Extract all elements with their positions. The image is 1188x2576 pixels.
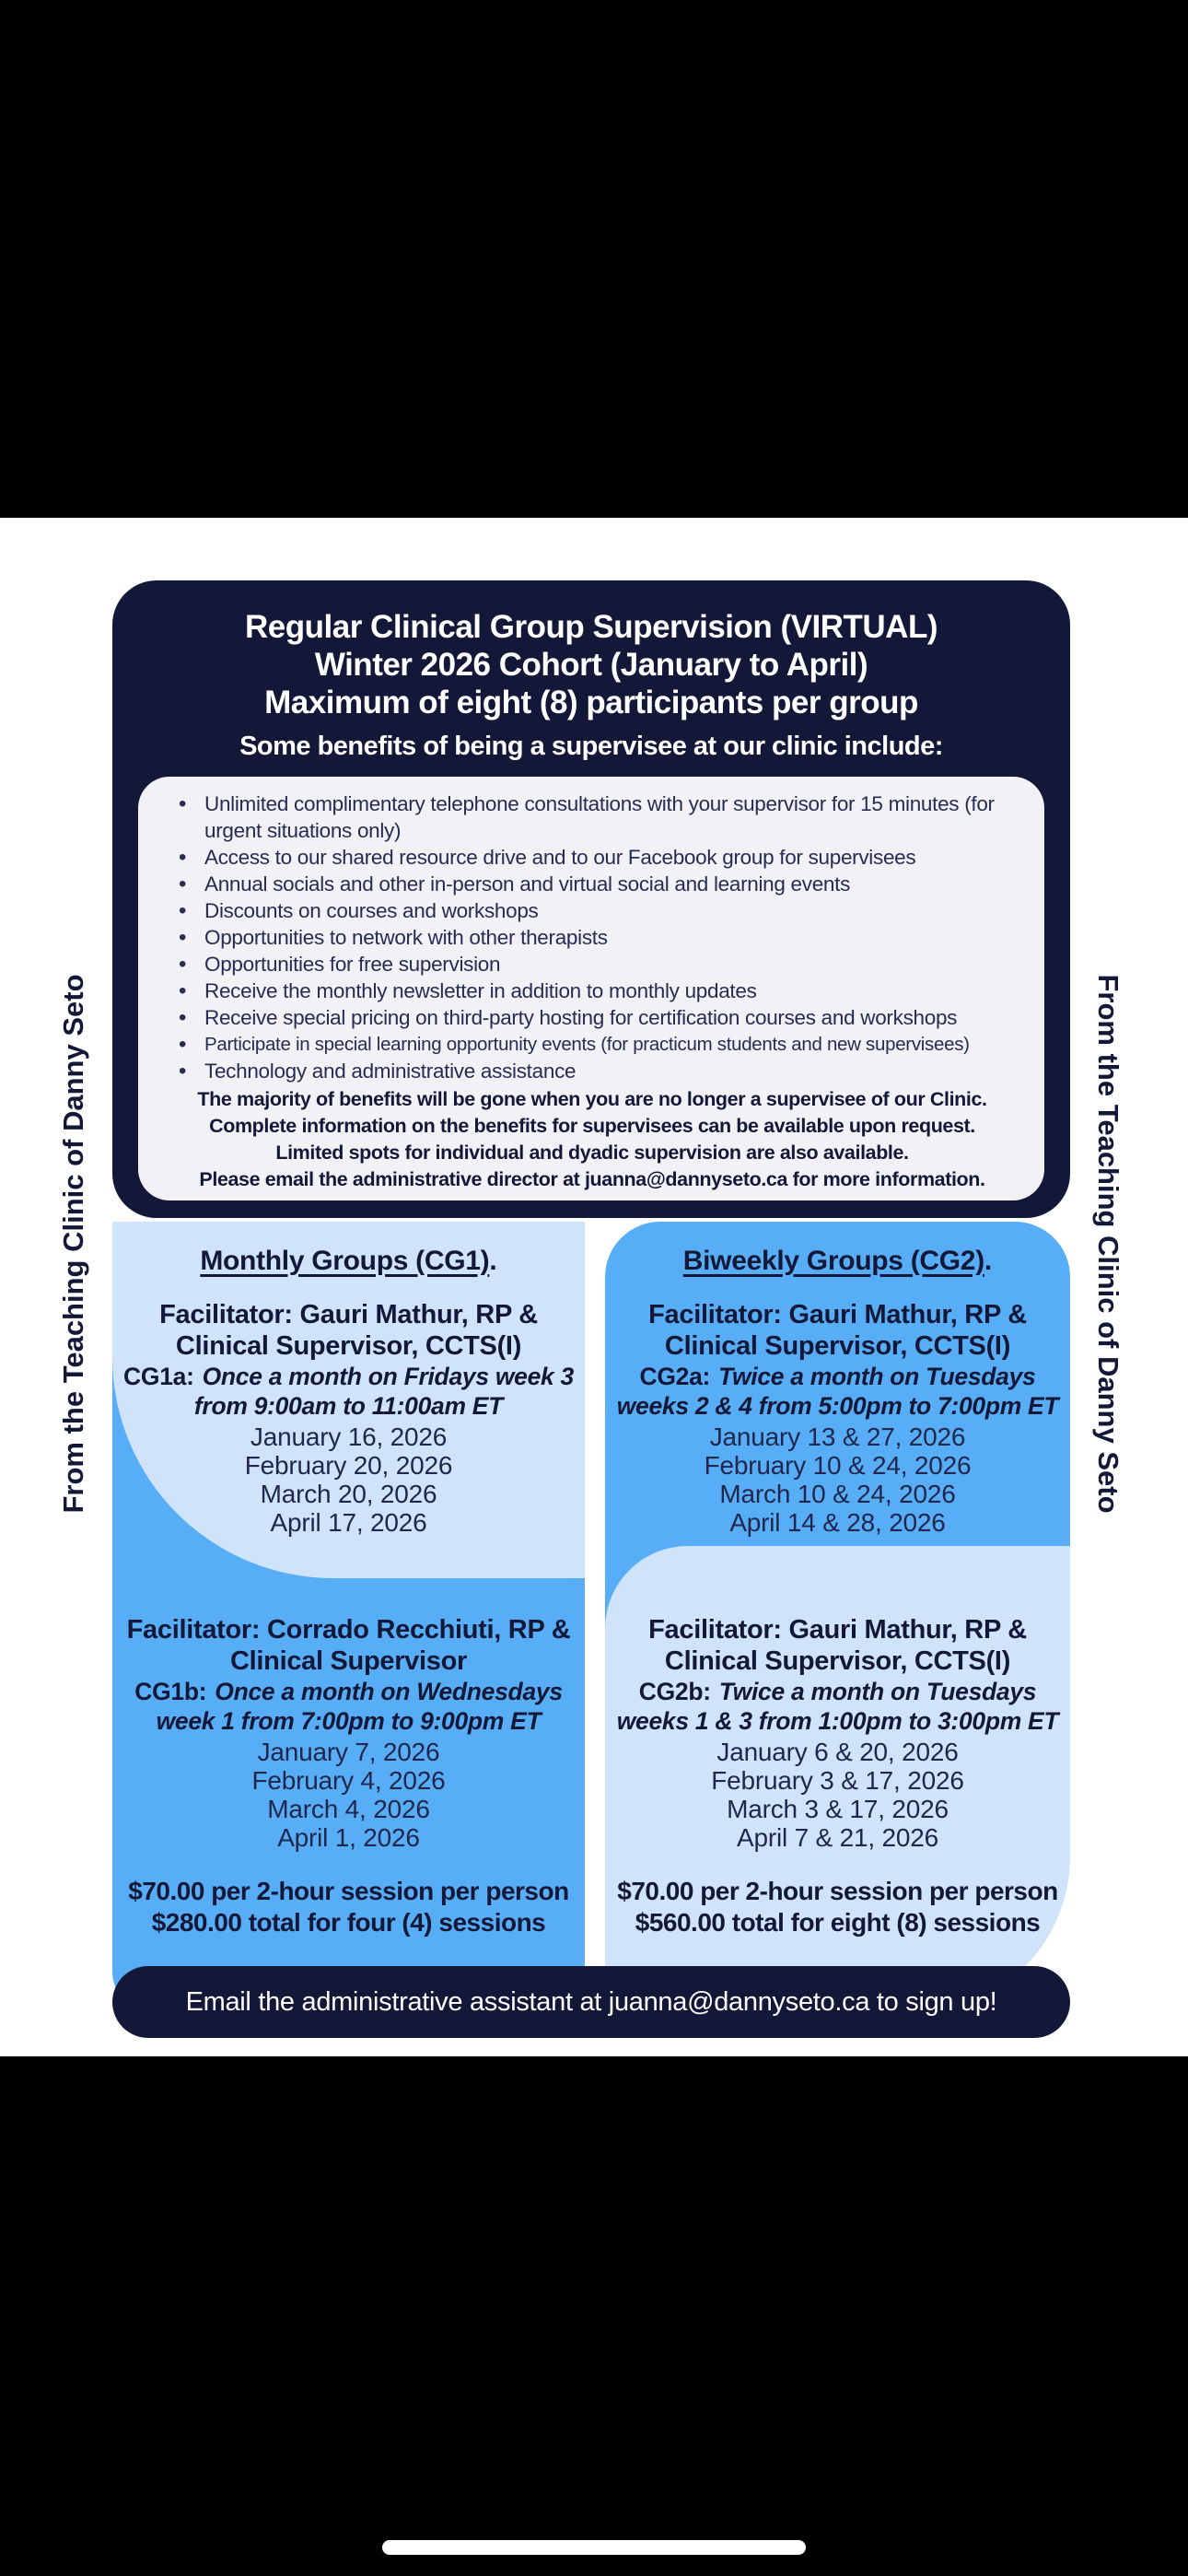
session-dates bbox=[118, 1423, 579, 1537]
signup-banner bbox=[112, 1966, 1070, 2038]
pricing-line: $560.00 total for eight (8) sessions bbox=[635, 1908, 1041, 1937]
benefit-note: The majority of benefits will be gone when you are no longer a supervisee of our Clinic. bbox=[197, 1088, 987, 1110]
benefit-item: • Opportunities to network with other therapists bbox=[166, 924, 1019, 951]
facilitator-line: Clinical Supervisor, CCTS(I) bbox=[175, 1331, 522, 1361]
benefit-note: Limited spots for individual and dyadic supervision are also available. bbox=[275, 1142, 909, 1164]
session-date: April 17, 2026 bbox=[270, 1508, 427, 1537]
session-code: CG1a: bbox=[123, 1363, 194, 1390]
session-date: March 4, 2026 bbox=[267, 1795, 430, 1823]
session-code: CG2b: bbox=[638, 1678, 711, 1705]
benefits-subtitle: Some benefits of being a supervisee at our clinic include: bbox=[239, 732, 943, 761]
flyer-title bbox=[112, 580, 1070, 721]
facilitator-line: Facilitator: Gauri Mathur, RP & bbox=[648, 1300, 1027, 1329]
session-schedule-text: Twice a month on Tuesdays weeks 1 & 3 from 1:00pm to 3:00pm ET bbox=[616, 1678, 1059, 1735]
home-indicator[interactable] bbox=[382, 2540, 806, 2555]
facilitator-line: Clinical Supervisor, CCTS(I) bbox=[664, 1646, 1011, 1676]
pricing-line: $70.00 per 2-hour session per person bbox=[128, 1877, 569, 1905]
session-schedule bbox=[118, 1362, 579, 1421]
session-date: April 14 & 28, 2026 bbox=[729, 1508, 946, 1537]
benefit-item: • Annual socials and other in-person and virtual social and learning events bbox=[166, 871, 1019, 897]
session-date: January 7, 2026 bbox=[257, 1738, 440, 1766]
facilitator-line: Facilitator: Gauri Mathur, RP & bbox=[159, 1300, 538, 1329]
session-date: February 20, 2026 bbox=[244, 1451, 453, 1480]
signup-text: Email the administrative assistant at juanna@dannyseto.ca to sign up! bbox=[185, 1986, 997, 2017]
session-dates bbox=[116, 1738, 581, 1852]
monthly-groups-column bbox=[112, 1222, 585, 2013]
session-date: March 3 & 17, 2026 bbox=[727, 1795, 949, 1823]
header-card bbox=[112, 580, 1070, 1218]
benefits-box bbox=[138, 777, 1044, 1200]
session-date: February 3 & 17, 2026 bbox=[711, 1766, 964, 1795]
session-schedule-text: Once a month on Wednesdays week 1 from 7:00pm to 9:00pm ET bbox=[156, 1678, 563, 1735]
benefit-note: Complete information on the benefits for supervisees can be available upon request. bbox=[209, 1115, 975, 1137]
side-watermark-left: From the Teaching Clinic of Danny Seto bbox=[57, 974, 89, 1514]
pricing-line: $70.00 per 2-hour session per person bbox=[617, 1877, 1058, 1905]
session-code: CG2a: bbox=[639, 1363, 711, 1390]
session-dates bbox=[609, 1738, 1066, 1852]
session-code: CG1b: bbox=[134, 1678, 207, 1705]
session-date: February 10 & 24, 2026 bbox=[704, 1451, 972, 1480]
cg2a-session-card bbox=[611, 1244, 1065, 1537]
session-date: January 6 & 20, 2026 bbox=[716, 1738, 959, 1766]
facilitator-name bbox=[116, 1614, 581, 1677]
title-line-3: Maximum of eight (8) participants per group bbox=[264, 685, 918, 720]
benefit-item: • Receive special pricing on third-party hosting for certification courses and workshops bbox=[166, 1004, 1019, 1031]
cg2b-session-card bbox=[609, 1614, 1066, 1938]
benefit-item: • Discounts on courses and workshops bbox=[166, 897, 1019, 924]
session-pricing bbox=[116, 1876, 581, 1938]
session-schedule-text: Twice a month on Tuesdays weeks 2 & 4 from 5:00pm to 7:00pm ET bbox=[616, 1363, 1059, 1420]
session-schedule bbox=[116, 1677, 581, 1736]
facilitator-name bbox=[611, 1299, 1065, 1362]
title-line-2: Winter 2026 Cohort (January to April) bbox=[314, 647, 868, 683]
facilitator-line: Facilitator: Corrado Recchiuti, RP & bbox=[126, 1615, 571, 1645]
biweekly-groups-column bbox=[605, 1222, 1070, 2013]
session-date: March 10 & 24, 2026 bbox=[719, 1480, 956, 1508]
session-schedule bbox=[611, 1362, 1065, 1421]
benefit-item: • Unlimited complimentary telephone consultations with your supervisor for 15 minutes (for urgent situations only) bbox=[166, 790, 1019, 844]
cg1b-session-card bbox=[116, 1614, 581, 1938]
session-date: February 4, 2026 bbox=[251, 1766, 446, 1795]
benefit-item: • Participate in special learning opportunity events (for practicum students and new supervisees) bbox=[166, 1031, 1019, 1058]
session-schedule bbox=[609, 1677, 1066, 1736]
facilitator-name bbox=[118, 1299, 579, 1362]
session-pricing bbox=[609, 1876, 1066, 1938]
pricing-line: $280.00 total for four (4) sessions bbox=[151, 1908, 546, 1937]
benefit-note: Please email the administrative director at juanna@dannyseto.ca for more information. bbox=[199, 1168, 985, 1190]
group-heading-cg2-suffix: . bbox=[984, 1246, 993, 1276]
benefit-item: • Opportunities for free supervision bbox=[166, 951, 1019, 978]
session-date: March 20, 2026 bbox=[260, 1480, 437, 1508]
group-heading-cg1-suffix: . bbox=[489, 1246, 497, 1276]
facilitator-line: Clinical Supervisor, CCTS(I) bbox=[664, 1331, 1011, 1361]
benefits-list bbox=[166, 790, 1019, 1084]
cg1a-session-card bbox=[118, 1244, 579, 1537]
benefit-item: • Technology and administrative assistance bbox=[166, 1058, 1019, 1084]
benefit-notes bbox=[166, 1086, 1019, 1193]
group-heading-cg2: Biweekly Groups (CG2) bbox=[682, 1246, 984, 1276]
benefit-item: • Access to our shared resource drive and to our Facebook group for supervisees bbox=[166, 844, 1019, 871]
session-date: April 1, 2026 bbox=[277, 1823, 420, 1852]
session-dates bbox=[611, 1423, 1065, 1537]
facilitator-name bbox=[609, 1614, 1066, 1677]
session-schedule-text: Once a month on Fridays week 3 from 9:00am to 11:00am ET bbox=[193, 1363, 574, 1420]
facilitator-line: Clinical Supervisor bbox=[230, 1646, 467, 1676]
title-line-1: Regular Clinical Group Supervision (VIRTUAL) bbox=[245, 609, 938, 645]
session-date: January 16, 2026 bbox=[250, 1423, 448, 1451]
flyer-image-area bbox=[0, 518, 1188, 2056]
session-date: April 7 & 21, 2026 bbox=[737, 1823, 938, 1852]
session-date: January 13 & 27, 2026 bbox=[709, 1423, 966, 1451]
group-heading-cg1: Monthly Groups (CG1) bbox=[200, 1246, 490, 1276]
side-watermark-right: From the Teaching Clinic of Danny Seto bbox=[1092, 974, 1124, 1514]
facilitator-line: Facilitator: Gauri Mathur, RP & bbox=[648, 1615, 1027, 1645]
benefit-item: • Receive the monthly newsletter in addition to monthly updates bbox=[166, 978, 1019, 1004]
